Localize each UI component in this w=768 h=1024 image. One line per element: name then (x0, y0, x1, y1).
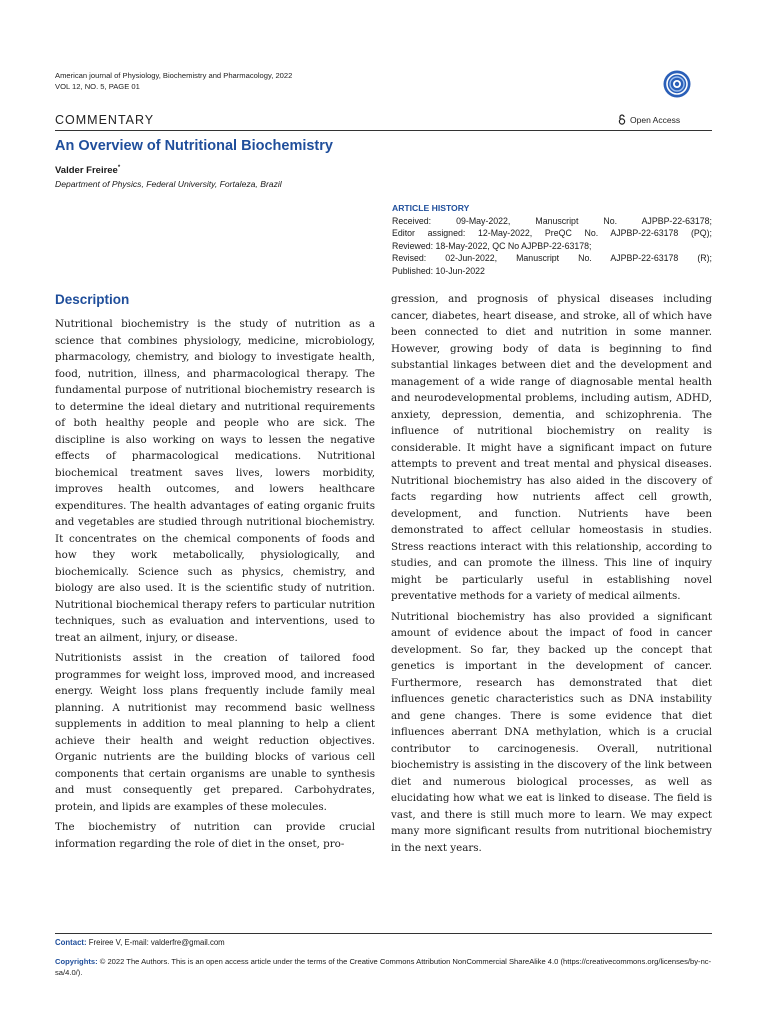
history-revised: Revised: 02-Jun-2022, Manuscript No. AJPBP-22-63178 (R); (392, 253, 712, 264)
contact-text: Freiree V, E-mail: valderfre@gmail.com (88, 938, 225, 947)
open-access-badge[interactable] (618, 114, 680, 125)
author-mark: * (117, 165, 121, 171)
history-received: Received: 09-May-2022, Manuscript No. AJPBP-22-63178; (392, 215, 712, 226)
footer-rule (55, 933, 712, 934)
paragraph: Nutritionists assist in the creation of tailored food programmes for weight loss, improved mood, and increased energy. Weight loss plans frequently include family meal planning. A nutritionist may recommend basic wellness supplements in addition to meal planning to help a client achieve their health and weight reduction objectives. Organic nutrients are the building blocks of various cell components that certain organisms are unable to synthesis and must consequently get prepared. Carbohydrates, protein, and lipids are examples of these molecules. (55, 652, 375, 813)
article-title: An Overview of Nutritional Biochemistry (55, 138, 333, 154)
journal-logo-icon (662, 69, 692, 99)
history-editor-assigned: Editor assigned: 12-May-2022, PreQC No. AJPBP-22-63178 (PQ); (392, 228, 712, 239)
contact-line (55, 938, 225, 947)
journal-volume: VOL 12, NO. 5, PAGE 01 (55, 82, 140, 91)
description-heading: Description (55, 292, 130, 307)
open-lock-icon (618, 114, 626, 125)
author-line (55, 165, 120, 176)
paragraph: Nutritional biochemistry has also provided a significant amount of evidence about the impact of food in cancer development. So far, they backed up the concept that genetics is important in the development of cancer. Furthermore, research has demonstrated that diet influences genetic characteristics such as DNA instability and gene changes. There is some evidence that diet influences aberrant DNA methylation, which is a crucial contributor to carcinogenesis. Overall, nutritional biochemistry is assisting in the discovery of the link between diet and numerous biological processes, as well as elucidating how what we eat is linked to disease. The field is vast, and there is still much more to learn. We may expect many more significant results from nutritional biochemistry in the next years. (391, 610, 712, 854)
header-rule (55, 130, 712, 131)
history-published: Published: 10-Jun-2022 (392, 265, 485, 276)
paragraph: The biochemistry of nutrition can provide crucial information regarding the role of diet in the onset, pro- (55, 821, 375, 850)
history-reviewed: Reviewed: 18-May-2022, QC No AJPBP-22-63178; (392, 240, 592, 251)
body-column-right (391, 291, 712, 860)
copyright-text: © 2022 The Authors. This is an open access article under the terms of the Creative Commons Attribution NonCommercial ShareAlike 4.0 (https://creativecommons.org/licenses/by-nc-sa/4.0/). (55, 957, 712, 977)
journal-name: American journal of Physiology, Biochemistry and Pharmacology, 2022 (55, 71, 293, 80)
author-affiliation: Department of Physics, Federal University, Fortaleza, Brazil (55, 179, 282, 189)
paragraph: gression, and prognosis of physical diseases including cancer, diabetes, heart disease, and stroke, all of which have been connected to diet and nutrition in some manner. However, growing body of data is beginning to find substantial linkages between diet and the development and management of a wide range of diagnosable mental health and neurodevelopmental problems, including autism, ADHD, anxiety, depression, dementia, and schizophrenia. The influence of nutritional biochemistry on reality is considerable. It might have a significant impact on future attempts to prevent and treat mental and physical diseases. Nutritional biochemistry has also aided in the discovery of facts regarding how nutrients affect cell growth, development, and function. Nutrients have been demonstrated to affect cellular homeostasis in studies. Stress reactions interact with this relationship, according to studies, and can promote the illness. This line of inquiry might be particularly useful in establishing novel preventative methods for a variety of medical ailments. (391, 293, 712, 602)
body-column-left (55, 316, 375, 856)
open-access-label: Open Access (630, 114, 681, 125)
author-name: Valder Freiree (55, 165, 118, 177)
contact-label: Contact: (55, 938, 87, 947)
paragraph: Nutritional biochemistry is the study of nutrition as a science that combines physiology, medicine, microbiology, pharmacology, chemistry, and biology to investigate health, food, nutrition, illness, and pharmacological therapy. The fundamental purpose of nutritional biochemistry research is to determine the ideal dietary and nutritional requirements of both healthy people and people who are sick. The discipline is also working on ways to lessen the negative effects of pharmacological medications. Nutritional biochemical treatment saves lives, lowers morbidity, improves health outcomes, and lowers healthcare expenditures. The health advantages of eating organic fruits and vegetables are studied through nutritional biochemistry. It concentrates on the chemical components of foods and how they work metabolically, physiologically, and biochemically. Science such as physics, chemistry, and biology are also used. It is the scientific study of nutrition. Nutritional biochemical therapy refers to particular nutrition techniques, such as evaluation and interventions, used to treat an ailment, injury, or disease. (55, 318, 375, 644)
copyright-label: Copyrights: (55, 957, 98, 966)
section-label: COMMENTARY (55, 113, 155, 127)
article-history (392, 202, 712, 278)
copyright-notice (55, 956, 712, 978)
history-heading: ARTICLE HISTORY (392, 203, 470, 213)
